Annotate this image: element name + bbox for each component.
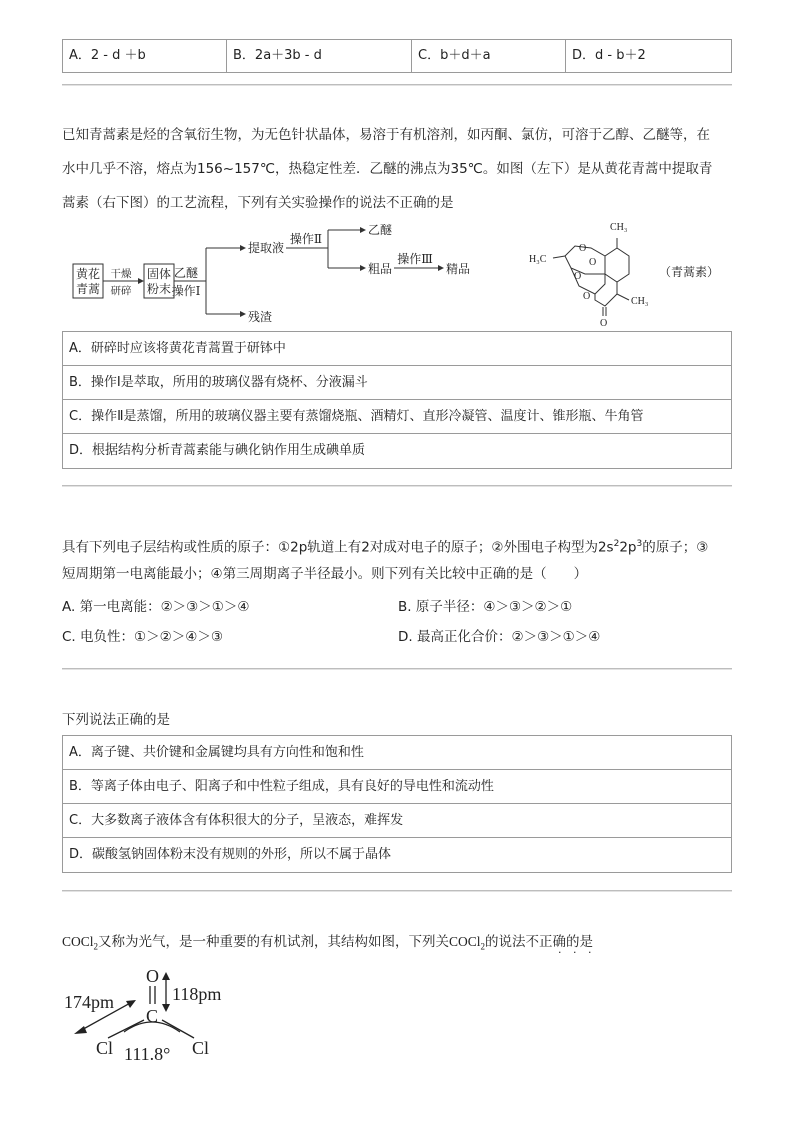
q5-stem-text: 的说法不正确的是 xyxy=(485,934,594,950)
structure-label-o: O xyxy=(574,271,582,282)
q4-option-b[interactable]: B．等离子体由电子、阳离子和中性粒子组成，具有良好的导电性和流动性 xyxy=(63,770,731,804)
divider xyxy=(62,84,732,85)
bond-angle: 111.8° xyxy=(124,1044,171,1062)
q1-option-a[interactable]: A．2 - d ＋b xyxy=(63,40,227,72)
phosgene-structure xyxy=(62,962,262,1062)
q5-formula-sub: 2 xyxy=(480,941,486,952)
structure-label-o: O xyxy=(579,243,587,254)
flow-extract: 提取液 xyxy=(248,241,285,255)
q2-option-d[interactable]: D．根据结构分析青蒿素能与碘化钠作用生成碘单质 xyxy=(69,443,366,458)
length-ccl: 174pm xyxy=(64,992,115,1012)
q2-options xyxy=(62,331,732,469)
c-cl-bond xyxy=(108,1020,144,1038)
phosgene-o: O xyxy=(146,966,159,986)
q1-option-c[interactable]: C．b＋d＋a xyxy=(412,40,566,72)
q2-option-b[interactable]: B．操作Ⅰ是萃取，所用的玻璃仪器有烧杯、分液漏斗 xyxy=(63,366,731,400)
divider xyxy=(62,485,732,486)
flow-step1-top: 干燥 xyxy=(110,269,132,280)
flow-op1-bottom: 操作Ⅰ xyxy=(171,284,201,298)
structure-label-o: O xyxy=(589,257,597,268)
q2-stem-line: 水中几乎不溶，熔点为156~157℃，热稳定性差．乙醚的沸点为35℃。如图（左下）是从黄花青蒿中提取青 xyxy=(62,161,713,177)
q3-option-b[interactable]: B. 原子半径：④＞③＞②＞① xyxy=(398,599,573,615)
flow-start-line2: 青蒿 xyxy=(75,282,101,296)
q5-formula-sub: 2 xyxy=(93,941,99,952)
phosgene-c: C xyxy=(146,1006,159,1026)
q5-formula: COCl xyxy=(449,934,481,949)
arrowhead xyxy=(162,972,170,980)
divider xyxy=(62,668,732,669)
flow-arrowhead xyxy=(360,227,366,233)
q4-options xyxy=(62,735,732,873)
q3-option-c[interactable]: C. 电负性：①＞②＞④＞③ xyxy=(62,629,223,645)
flow-ether: 乙醚 xyxy=(368,223,393,237)
extraction-flowchart xyxy=(72,220,482,330)
length-co: 118pm xyxy=(172,984,222,1004)
q5-stem-text: 又称为光气，是一种重要的有机试剂，其结构如图，下列关 xyxy=(98,934,450,950)
flow-solid-line1: 固体 xyxy=(146,267,172,281)
flow-arrowhead xyxy=(240,311,246,317)
phosgene-cl-right: Cl xyxy=(192,1038,210,1058)
structure-label-h3c: H₃C xyxy=(529,254,547,265)
structure-caption: （青蒿素） xyxy=(659,265,720,279)
emphasis-dots: · · · xyxy=(558,946,596,959)
q4-option-a[interactable]: A．离子键、共价键和金属键均具有方向性和饱和性 xyxy=(63,736,731,770)
q3-superscript: 3 xyxy=(636,539,643,549)
q2-option-a[interactable]: A．研碎时应该将黄花青蒿置于研钵中 xyxy=(63,332,731,366)
phosgene-cl-left: Cl xyxy=(96,1038,114,1058)
flow-op2: 操作Ⅱ xyxy=(289,232,323,246)
q4-option-c[interactable]: C．大多数离子液体含有体积很大的分子，呈液态，难挥发 xyxy=(63,804,731,838)
q3-stem-line1 xyxy=(62,534,708,558)
flow-arrowhead xyxy=(438,265,444,271)
q3-stem-text: 具有下列电子层结构或性质的原子：①2p轨道上有2对成对电子的原子；②外围电子构型为2s xyxy=(62,539,614,556)
flow-op3: 操作Ⅲ xyxy=(397,252,433,266)
q3-superscript: 2 xyxy=(613,539,620,549)
flow-arrowhead xyxy=(240,245,246,251)
q1-options-grid xyxy=(62,39,732,73)
q3-stem-text: 的原子；③ xyxy=(642,539,709,556)
structure-label-carbonyl-o: O xyxy=(600,318,608,328)
flow-fine: 精品 xyxy=(446,262,471,276)
artemisinin-structure xyxy=(525,216,735,328)
q5-stem xyxy=(62,932,596,959)
q3-option-a[interactable]: A. 第一电离能：②＞③＞①＞④ xyxy=(62,599,250,615)
q2-stem-line: 蒿素（右下图）的工艺流程，下列有关实验操作的说法不正确的是 xyxy=(62,195,454,211)
q5-formula: COCl xyxy=(62,934,94,949)
q3-stem-text: 2p xyxy=(619,539,637,556)
q4-option-d[interactable]: D．碳酸氢钠固体粉末没有规则的外形，所以不属于晶体 xyxy=(69,847,392,862)
c-cl-bond xyxy=(162,1020,194,1038)
q3-stem-line2: 短周期第一电离能最小；④第三周期离子半径最小。则下列有关比较中正确的是（ ） xyxy=(62,566,588,582)
flow-arrowhead xyxy=(138,278,144,284)
flow-start-line1: 黄花 xyxy=(75,267,101,281)
q1-option-b[interactable]: B．2a＋3b - d xyxy=(227,40,412,72)
flow-residue: 残渣 xyxy=(248,310,273,324)
structure-label-ch3-right: CH₃ xyxy=(631,296,649,307)
flow-op1-top: 乙醚 xyxy=(173,266,199,280)
flow-crude: 粗品 xyxy=(368,262,393,276)
structure-bonds xyxy=(553,238,629,316)
q2-option-c[interactable]: C．操作Ⅱ是蒸馏，所用的玻璃仪器主要有蒸馏烧瓶、酒精灯、直形冷凝管、温度计、锥形瓶、牛角管 xyxy=(63,400,731,434)
q2-stem xyxy=(62,118,734,220)
structure-label-ch3-top: CH₃ xyxy=(610,222,628,233)
arrowhead xyxy=(162,1004,170,1012)
q3-option-d[interactable]: D. 最高正化合价：②＞③＞①＞④ xyxy=(398,629,601,645)
flow-solid-line2: 粉末 xyxy=(146,282,172,296)
flow-arrowhead xyxy=(360,265,366,271)
structure-label-o: O xyxy=(583,291,591,302)
divider xyxy=(62,890,732,891)
q1-option-d[interactable]: D．d - b＋2 xyxy=(572,48,646,63)
q2-stem-line: 已知青蒿素是烃的含氧衍生物，为无色针状晶体，易溶于有机溶剂，如丙酮、氯仿，可溶于乙醇、乙醚等，在 xyxy=(62,127,710,143)
q4-stem: 下列说法正确的是 xyxy=(62,712,170,728)
arrowhead xyxy=(74,1026,87,1034)
flow-step1-bottom: 研碎 xyxy=(110,286,132,297)
